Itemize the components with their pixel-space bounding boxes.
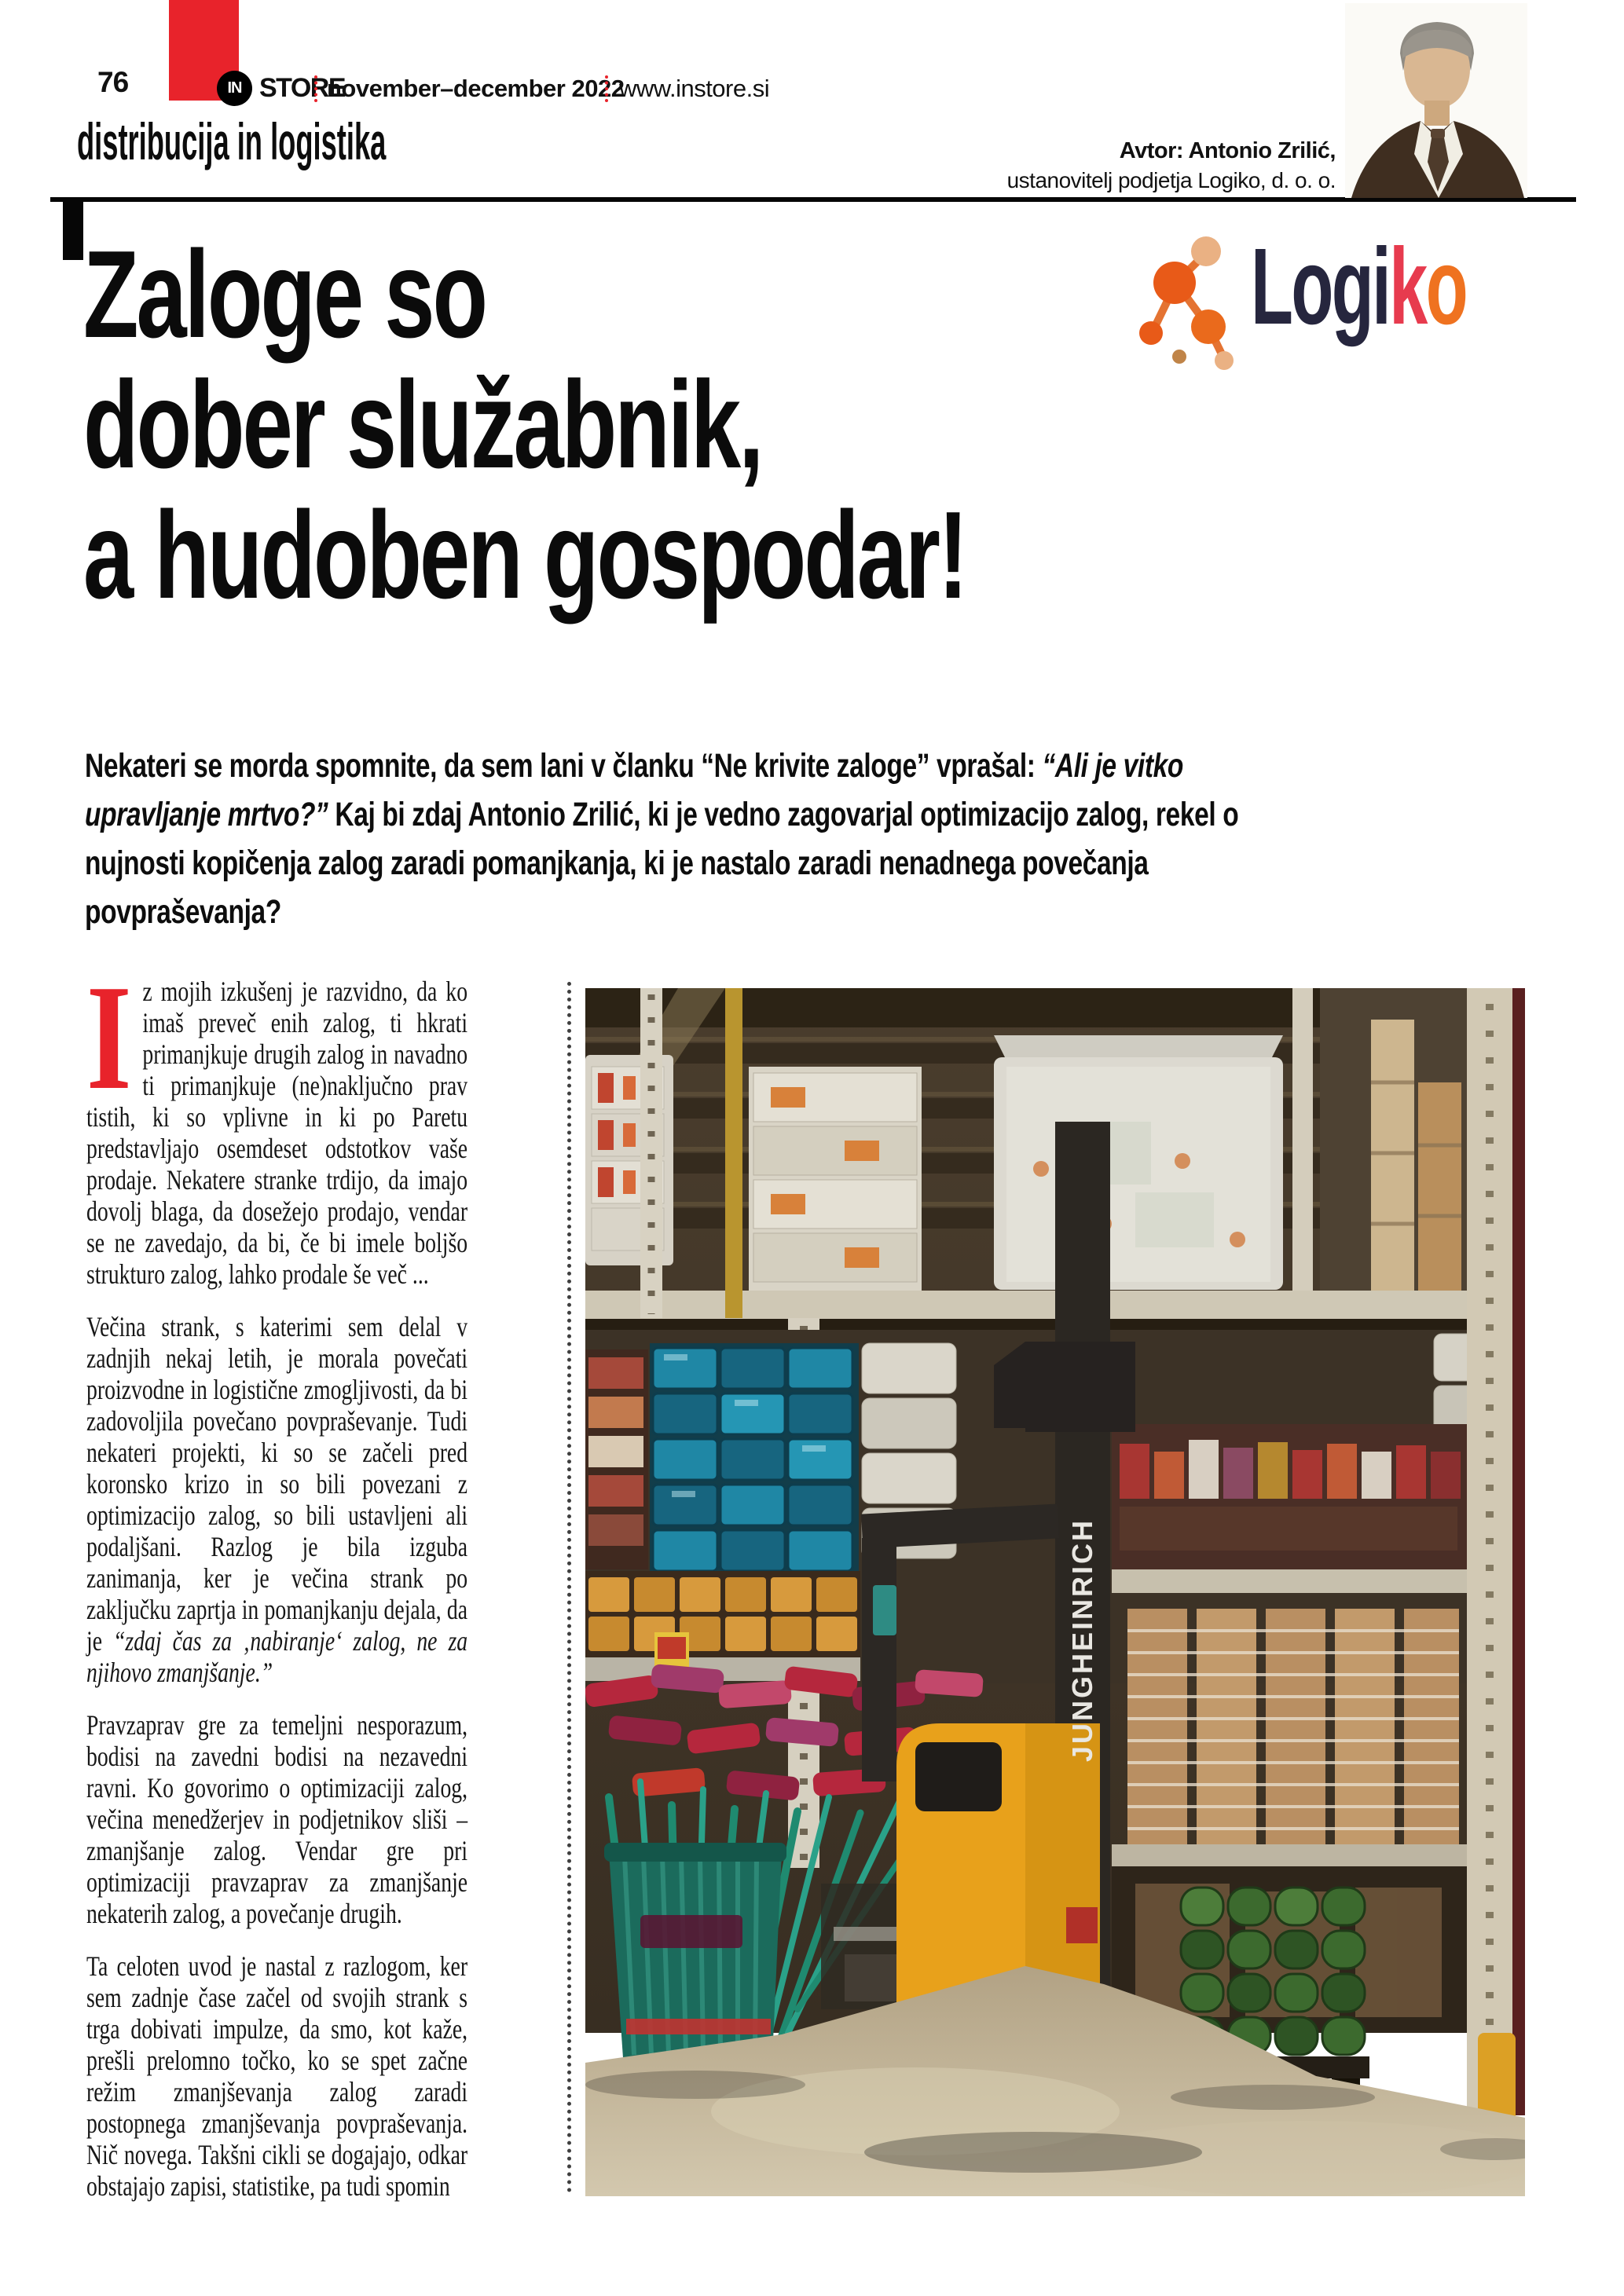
author-name: Avtor: Antonio Zrilić, <box>1119 138 1336 163</box>
logiko-molecule-icon <box>1129 222 1247 375</box>
logo-text-dark: Logi <box>1251 226 1390 347</box>
lead-part-1: Nekateri se morda spomnite, da sem lani v članku “Ne krivite zaloge” vprašal: <box>85 747 1043 785</box>
logo-text-red: k <box>1389 226 1426 347</box>
lead-part-2: Kaj bi zdaj Antonio Zrilić, ki je vedno zagovarjal optimizacijo zalog, rekel o nujnosti kopičenja zalog zaradi pomanjkanja, ki je nastalo zaradi nenadnega povečanja povpraševanja? <box>85 796 1239 931</box>
headline-line-1: Zaloge so <box>83 225 486 364</box>
logo-text-orange: o <box>1425 226 1467 347</box>
header-dotted-separator <box>314 75 317 102</box>
page-number: 76 <box>97 66 129 98</box>
paragraph-2 <box>86 1311 467 1688</box>
headline-line-2: dober služabnik, <box>83 356 762 494</box>
issue-date: november–december 2022 <box>327 75 625 102</box>
paragraph-4: Ta celoten uvod je nastal z razlogom, ker sem zadnje čase začel od svojih strank s trga dobivati impulze, da smo, kot kaže, prešli prelomno točko, ko se spet začne režim zmanjševanja zalog zaradi postopnega zmanjševanja povpraševanja. Nič novega. Takšni cikli se dogajajo, odkar obstajajo zapisi, statistike, pa tudi spomin <box>86 1950 468 2202</box>
section-title: distribucija in logistika <box>77 112 387 170</box>
article-lead <box>85 742 1252 936</box>
headline-tick <box>63 202 83 260</box>
headline-line-3: a hudoben gospodar! <box>83 486 966 624</box>
author-portrait <box>1345 3 1527 198</box>
column-dotted-divider <box>567 982 571 2193</box>
article-headline <box>83 225 1087 624</box>
article-body <box>86 954 468 2223</box>
paragraph-2-italic-quote: “zdaj čas za ‚nabiranje‘ zalog, ne za njihovo zmanjšanje.” <box>86 1625 468 1688</box>
drop-cap: I <box>86 954 132 1121</box>
instore-badge-icon: IN <box>217 71 252 106</box>
header-dotted-separator <box>605 75 608 102</box>
logiko-wordmark <box>1251 226 1467 347</box>
warehouse-photo <box>585 988 1525 2196</box>
paragraph-1 <box>86 954 468 1290</box>
paragraph-2-text: Večina strank, s katerimi sem delal v zadnjih nekaj letih, je morala povečati proizvodne in logistične zmogljivosti, da bi zadovoljila povečano povpraševanje. Tudi nekateri projekti, ki so se začeli pred koronsko krizo in so bili povezani z optimizacijo zalog, so bili ustavljeni ali podaljšani. Razlog je bila izguba zanimanja, ker je večina strank po zaključku zaprtja in pomanjkanju dejala, da je <box>86 1311 468 1657</box>
lead-italic-quote: “Ali je vitko upravljanje mrtvo?” <box>85 747 1183 833</box>
paragraph-3: Pravzaprav gre za temeljni nesporazum, bodisi na zavedni bodisi na nezavedni ravni. Ko govorimo o optimizaciji zalog, večina menedžerjev in podjetnikov sliši – zmanjšanje zalog. Vendar gre pri optimizaciji pravzaprav za zmanjšanje nekaterih zalog, a povečanje drugih. <box>86 1709 468 1929</box>
forklift-brand-text: JUNGHEINRICH <box>1066 1518 1098 1762</box>
author-role: ustanovitelj podjetja Logiko, d. o. o. <box>1006 168 1336 192</box>
paragraph-1-text: z mojih izkušenj je razvidno, da ko imaš preveč enih zalog, ti hkrati primanjkuje drugih zalog in navadno ti primanjkuje (ne)naključno prav tistih, ki so vplivne in ki po Paretu predstavljajo osemdeset odstotkov vaše prodaje. Nekatere stranke trdijo, da imajo dovolj blaga, da dosežejo prodajo, vendar se ne zavedajo, da bi, če bi imele boljšo strukturo zalog, lahko prodale še več ... <box>86 976 468 1290</box>
magazine-name: STORE <box>259 73 346 103</box>
website-url: www.instore.si <box>619 75 770 102</box>
